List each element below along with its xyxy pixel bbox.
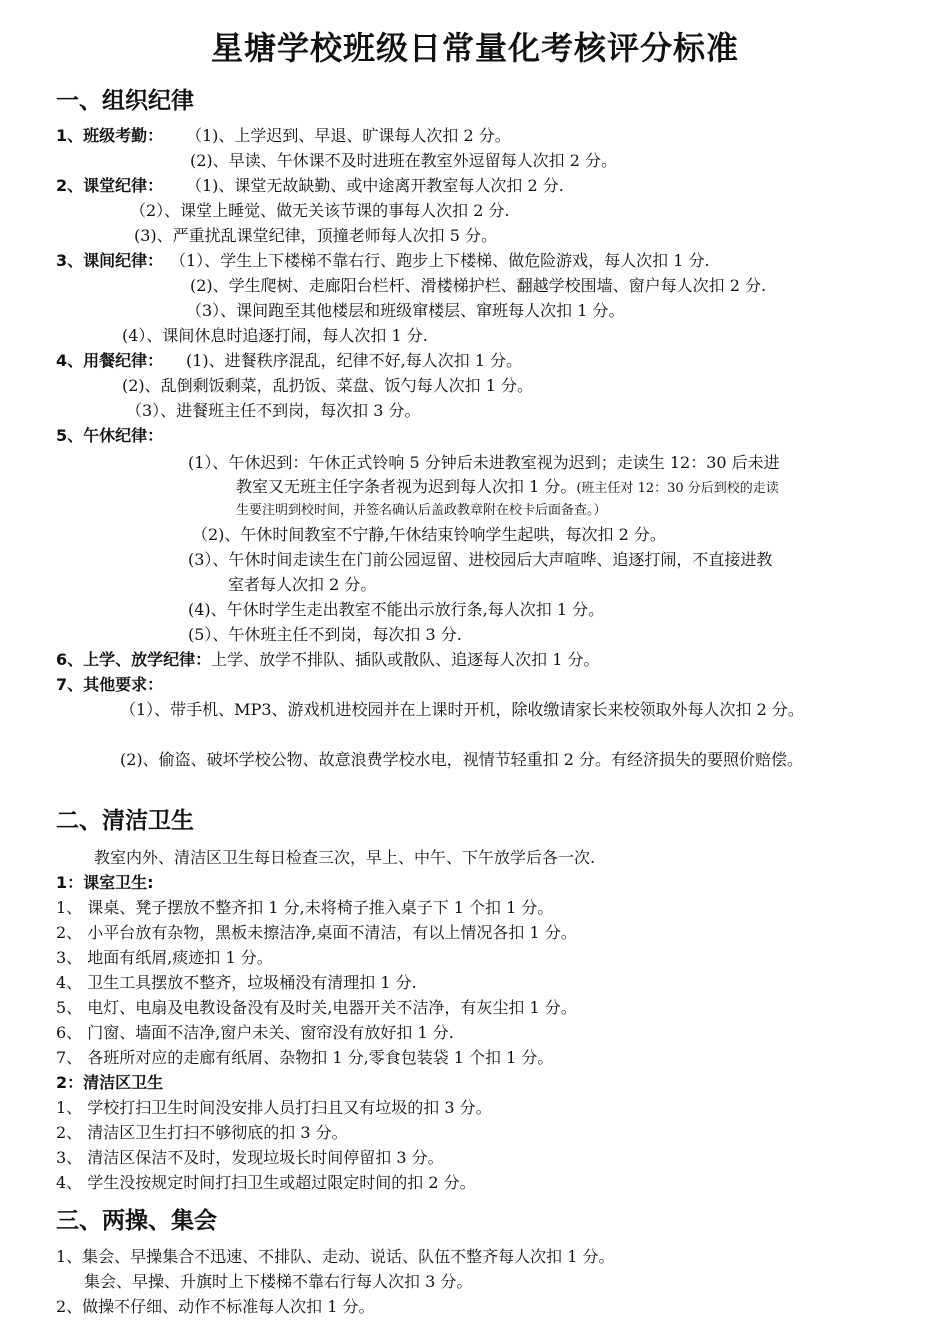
rule-text: 上学、放学不排队、插队或散队、追逐每人次扣 1 分。: [211, 650, 600, 669]
rule-paragraph: (2)、偷盗、破坏学校公物、故意浪费学校水电，视情节轻重扣 2 分。有经济损失的要照价赔偿。: [120, 750, 804, 769]
section-heading-exercises: 三、两操、集会: [56, 1208, 217, 1234]
rule-line: （3）、进餐班主任不到岗，每次扣 3 分。: [126, 401, 421, 420]
rule-line: （2)、午休时间教室不宁静,午休结束铃响学生起哄，每次扣 2 分。: [192, 525, 666, 544]
rule-label: 7、其他要求：: [56, 675, 164, 694]
subsection-label-text: 2：清洁区卫生: [56, 1073, 164, 1092]
rule-line: （1)、课堂无故缺勤、或中途离开教室每人次扣 2 分.: [186, 176, 564, 195]
subsection-label: [56, 871, 154, 895]
rule-line: (2)、学生爬树、走廊阳台栏杆、滑楼梯护栏、翻越学校围墙、窗户每人次扣 2 分.: [190, 276, 767, 295]
list-item: 1、 课桌、凳子摆放不整齐扣 1 分,未将椅子推入桌子下 1 个扣 1 分。: [56, 898, 554, 917]
hygiene-intro: 教室内外、清洁区卫生每日检查三次，早上、中午、下午放学后各一次.: [94, 848, 596, 867]
rule-line: 集会、早操、升旗时上下楼梯不靠右行每人次扣 3 分。: [84, 1272, 473, 1291]
rule-line: [56, 249, 163, 273]
rule-line: (2)、早读、午休课不及时进班在教室外逗留每人次扣 2 分。: [190, 151, 618, 170]
rule-label: 3、课间纪律：: [56, 251, 164, 270]
rule-line: (5）、午休班主任不到岗，每次扣 3 分.: [188, 625, 462, 644]
rule-line: [56, 349, 163, 373]
rule-line: 1、集会、早操集合不迅速、不排队、走动、说话、队伍不整齐每人次扣 1 分。: [56, 1247, 615, 1266]
rule-line: (4)、午休时学生走出教室不能出示放行条,每人次扣 1 分。: [188, 600, 605, 619]
list-item: 2、 小平台放有杂物，黑板未擦洁净,桌面不清洁，有以上情况各扣 1 分。: [56, 923, 577, 942]
rule-line: （3）、课间跑至其他楼层和班级窜楼层、窜班每人次扣 1 分。: [186, 301, 625, 320]
rule-line: （1)、上学迟到、早退、旷课每人次扣 2 分。: [186, 126, 511, 145]
list-item: 3、 清洁区保洁不及时，发现垃圾长时间停留扣 3 分。: [56, 1148, 444, 1167]
rule-label: 1、班级考勤：: [56, 126, 164, 145]
section-heading-hygiene: 二、清洁卫生: [56, 808, 194, 834]
rule-line: (2)、乱倒剩饭剩菜，乱扔饭、菜盘、饭勺每人次扣 1 分。: [122, 376, 534, 395]
rule-label: 2、课堂纪律：: [56, 176, 164, 195]
list-item: 5、 电灯、电扇及电教设备没有及时关,电器开关不洁净，有灰尘扣 1 分。: [56, 998, 577, 1017]
rule-line: （2）、课堂上睡觉、做无关该节课的事每人次扣 2 分.: [130, 201, 510, 220]
list-item: 3、 地面有纸屑,痰迹扣 1 分。: [56, 948, 273, 967]
rule-line: [56, 673, 163, 697]
rule-line: (4）、课间休息时追逐打闹，每人次扣 1 分.: [122, 326, 428, 345]
rule-line: （1）、学生上下楼梯不靠右行、跑步上下楼梯、做危险游戏，每人次扣 1 分.: [170, 251, 710, 270]
rule-line: (1）、午休迟到：午休正式铃响 5 分钟后未进教室视为迟到；走读生 12：30 后未进: [188, 453, 780, 472]
rule-line: 2、做操不仔细、动作不标准每人次扣 1 分。: [56, 1297, 375, 1316]
rule-line: [236, 475, 779, 501]
rule-line: [56, 124, 163, 148]
list-item: 4、 卫生工具摆放不整齐，垃圾桶没有清理扣 1 分.: [56, 973, 417, 992]
rule-label: 6、上学、放学纪律：: [56, 650, 212, 669]
rule-label: 5、午休纪律：: [56, 426, 164, 445]
rule-line: (1)、进餐秩序混乱，纪律不好,每人次扣 1 分。: [186, 351, 523, 370]
rule-line: 室者每人次扣 2 分。: [228, 575, 377, 594]
rule-line: (3）、午休时间走读生在门前公园逗留、进校园后大声喧哗、追逐打闹，不直接进教: [188, 550, 773, 569]
rule-text: 教室又无班主任字条者视为迟到每人次扣 1 分。: [236, 477, 577, 496]
rule-line: [56, 648, 600, 672]
rule-note: 生要注明到校时间，并签名确认后盖政教章附在校卡后面备查。）: [236, 503, 607, 518]
list-item: 2、 清洁区卫生打扫不够彻底的扣 3 分。: [56, 1123, 348, 1142]
rule-line: [56, 424, 163, 448]
page-title: 星塘学校班级日常量化考核评分标准: [210, 29, 739, 67]
rule-line: [56, 174, 163, 198]
rule-line: (3)、严重扰乱课堂纪律，顶撞老师每人次扣 5 分。: [134, 226, 498, 245]
rule-paragraph: （1）、带手机、MP3、游戏机进校园并在上课时开机，除收缴请家长来校领取外每人次扣 2 分。: [120, 700, 804, 719]
list-item: 4、 学生没按规定时间打扫卫生或超过限定时间的扣 2 分。: [56, 1173, 476, 1192]
list-item: 7、 各班所对应的走廊有纸屑、杂物扣 1 分,零食包装袋 1 个扣 1 分。: [56, 1048, 554, 1067]
subsection-label: [56, 1071, 163, 1095]
list-item: 1、 学校打扫卫生时间没安排人员打扫且又有垃圾的扣 3 分。: [56, 1098, 492, 1117]
rule-note: (班主任对 12：30 分后到校的走读: [576, 481, 779, 496]
list-item: 6、 门窗、墙面不洁净,窗户未关、窗帘没有放好扣 1 分.: [56, 1023, 454, 1042]
section-heading-discipline: 一、组织纪律: [56, 88, 194, 114]
subsection-label-text: 1：课室卫生:: [56, 873, 154, 892]
rule-label: 4、用餐纪律：: [56, 351, 164, 370]
